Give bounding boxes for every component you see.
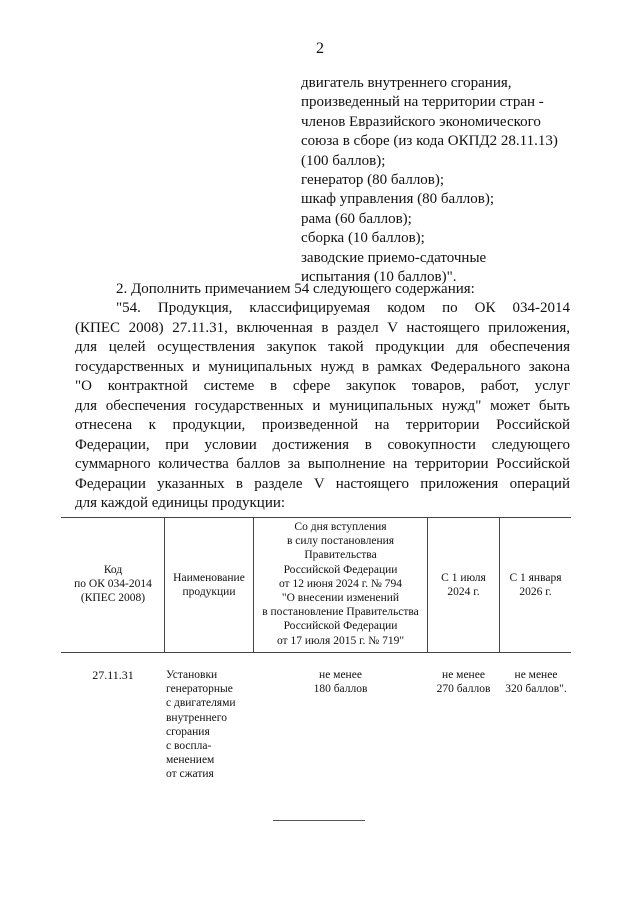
row-name-line: менением xyxy=(166,754,215,767)
header-effective-line: Со дня вступления xyxy=(294,521,387,533)
table-top-border xyxy=(61,517,571,518)
note-54-line: государственных и муниципальных нужд в рамках Федерального закона xyxy=(75,358,570,375)
row-july-line: 270 баллов xyxy=(436,683,491,696)
row-name-line: внутреннего xyxy=(166,711,227,724)
row-name-line: с воспла- xyxy=(166,740,212,753)
note-54-line: для обеспечения государственных и муниципальных нужд" может быть xyxy=(75,397,570,414)
list-line: двигатель внутреннего сгорания, xyxy=(301,75,512,91)
header-from-january-2026 xyxy=(500,571,571,599)
list-line: союза в сборе (из кода ОКПД2 28.11.13) xyxy=(301,133,558,150)
row-name xyxy=(166,668,254,782)
note-54-line: Федерации указанных в разделе V настоящего приложения операций xyxy=(75,475,570,492)
note-54-line: суммарного количества баллов за выполнение на территории Российской xyxy=(75,456,570,472)
paragraph-2 xyxy=(75,280,570,300)
header-name xyxy=(165,571,253,599)
row-from-effective xyxy=(254,668,427,696)
row-from-january-2026 xyxy=(500,668,572,696)
header-code-line: по ОК 034-2014 xyxy=(74,578,152,591)
note-54-line: Федерации, при условии достижения в совокупности следующего xyxy=(75,436,570,453)
row-name-line: Установки xyxy=(166,669,218,681)
end-separator-line xyxy=(273,820,365,821)
row-name-line: генераторные xyxy=(166,683,233,696)
row-july-line: не менее xyxy=(442,669,485,681)
note-54-line: "54. Продукция, классифицируемая кодом по ОК 034-2014 xyxy=(116,300,570,316)
row-name-line: с двигателями xyxy=(166,697,236,710)
header-effective-line: в силу постановления xyxy=(286,535,395,548)
list-line: (100 баллов); xyxy=(301,152,386,169)
row-name-line: сгорания xyxy=(166,725,210,738)
list-line: заводские приемо-сдаточные xyxy=(301,249,487,266)
row-name-line: от сжатия xyxy=(166,768,214,781)
header-effective-line: от 17 июля 2015 г. № 719" xyxy=(276,634,405,647)
header-effective-line: "О внесении изменений xyxy=(281,592,400,605)
list-line: членов Евразийского экономического xyxy=(301,113,541,130)
list-line: рама (60 баллов); xyxy=(301,210,412,227)
header-january-line: 2026 г. xyxy=(519,586,552,599)
header-name-line: Наименование xyxy=(173,572,245,584)
row-code: 27.11.31 xyxy=(92,668,134,682)
note-54-line: (КПЕС 2008) 27.11.31, включенная в раздел V настоящего приложения, xyxy=(75,319,570,336)
header-january-line: С 1 января xyxy=(509,572,562,584)
header-code-line: Код xyxy=(103,564,123,576)
note-54-line: отнесена к продукции, произведенной на территории Российской xyxy=(75,417,570,433)
note-54-line: "О контрактной системе в сфере закупок товаров, работ, услуг xyxy=(75,378,570,394)
header-name-line: продукции xyxy=(182,586,236,599)
list-line: сборка (10 баллов); xyxy=(301,230,425,247)
header-code-line: (КПЕС 2008) xyxy=(80,592,146,605)
note-54-paragraph xyxy=(75,299,570,514)
header-from-effective xyxy=(254,520,427,648)
note-54-line: для целей осуществления закупок такой продукции для обеспечения xyxy=(75,339,570,355)
component-list xyxy=(301,74,601,287)
note-54-line: для каждой единицы продукции: xyxy=(75,495,286,511)
row-effective-line: не менее xyxy=(319,669,362,681)
list-line: шкаф управления (80 баллов); xyxy=(301,191,495,208)
row-effective-line: 180 баллов xyxy=(313,683,368,696)
page-number: 2 xyxy=(316,40,324,57)
header-effective-line: Правительства xyxy=(304,549,377,562)
header-july-line: С 1 июля xyxy=(441,572,486,584)
header-july-line: 2024 г. xyxy=(447,586,480,599)
header-effective-line: в постановление Правительства xyxy=(262,606,419,619)
header-effective-line: Российской Федерации xyxy=(283,563,398,576)
header-code xyxy=(64,563,162,606)
header-effective-line: Российской Федерации xyxy=(283,620,398,633)
header-effective-line: от 12 июня 2024 г. № 794 xyxy=(278,577,403,590)
list-line: генератор (80 баллов); xyxy=(301,172,445,189)
table-header-border xyxy=(61,652,571,653)
row-january-line: 320 баллов". xyxy=(505,683,567,696)
header-from-july-2024 xyxy=(428,571,499,599)
row-from-july-2024 xyxy=(428,668,499,696)
row-january-line: не менее xyxy=(514,669,558,681)
list-line: испытания (10 баллов)". xyxy=(301,269,457,286)
list-line: произведенный на территории стран - xyxy=(301,94,544,111)
paragraph-2-text: 2. Дополнить примечанием 54 следующего содержания: xyxy=(116,281,475,297)
